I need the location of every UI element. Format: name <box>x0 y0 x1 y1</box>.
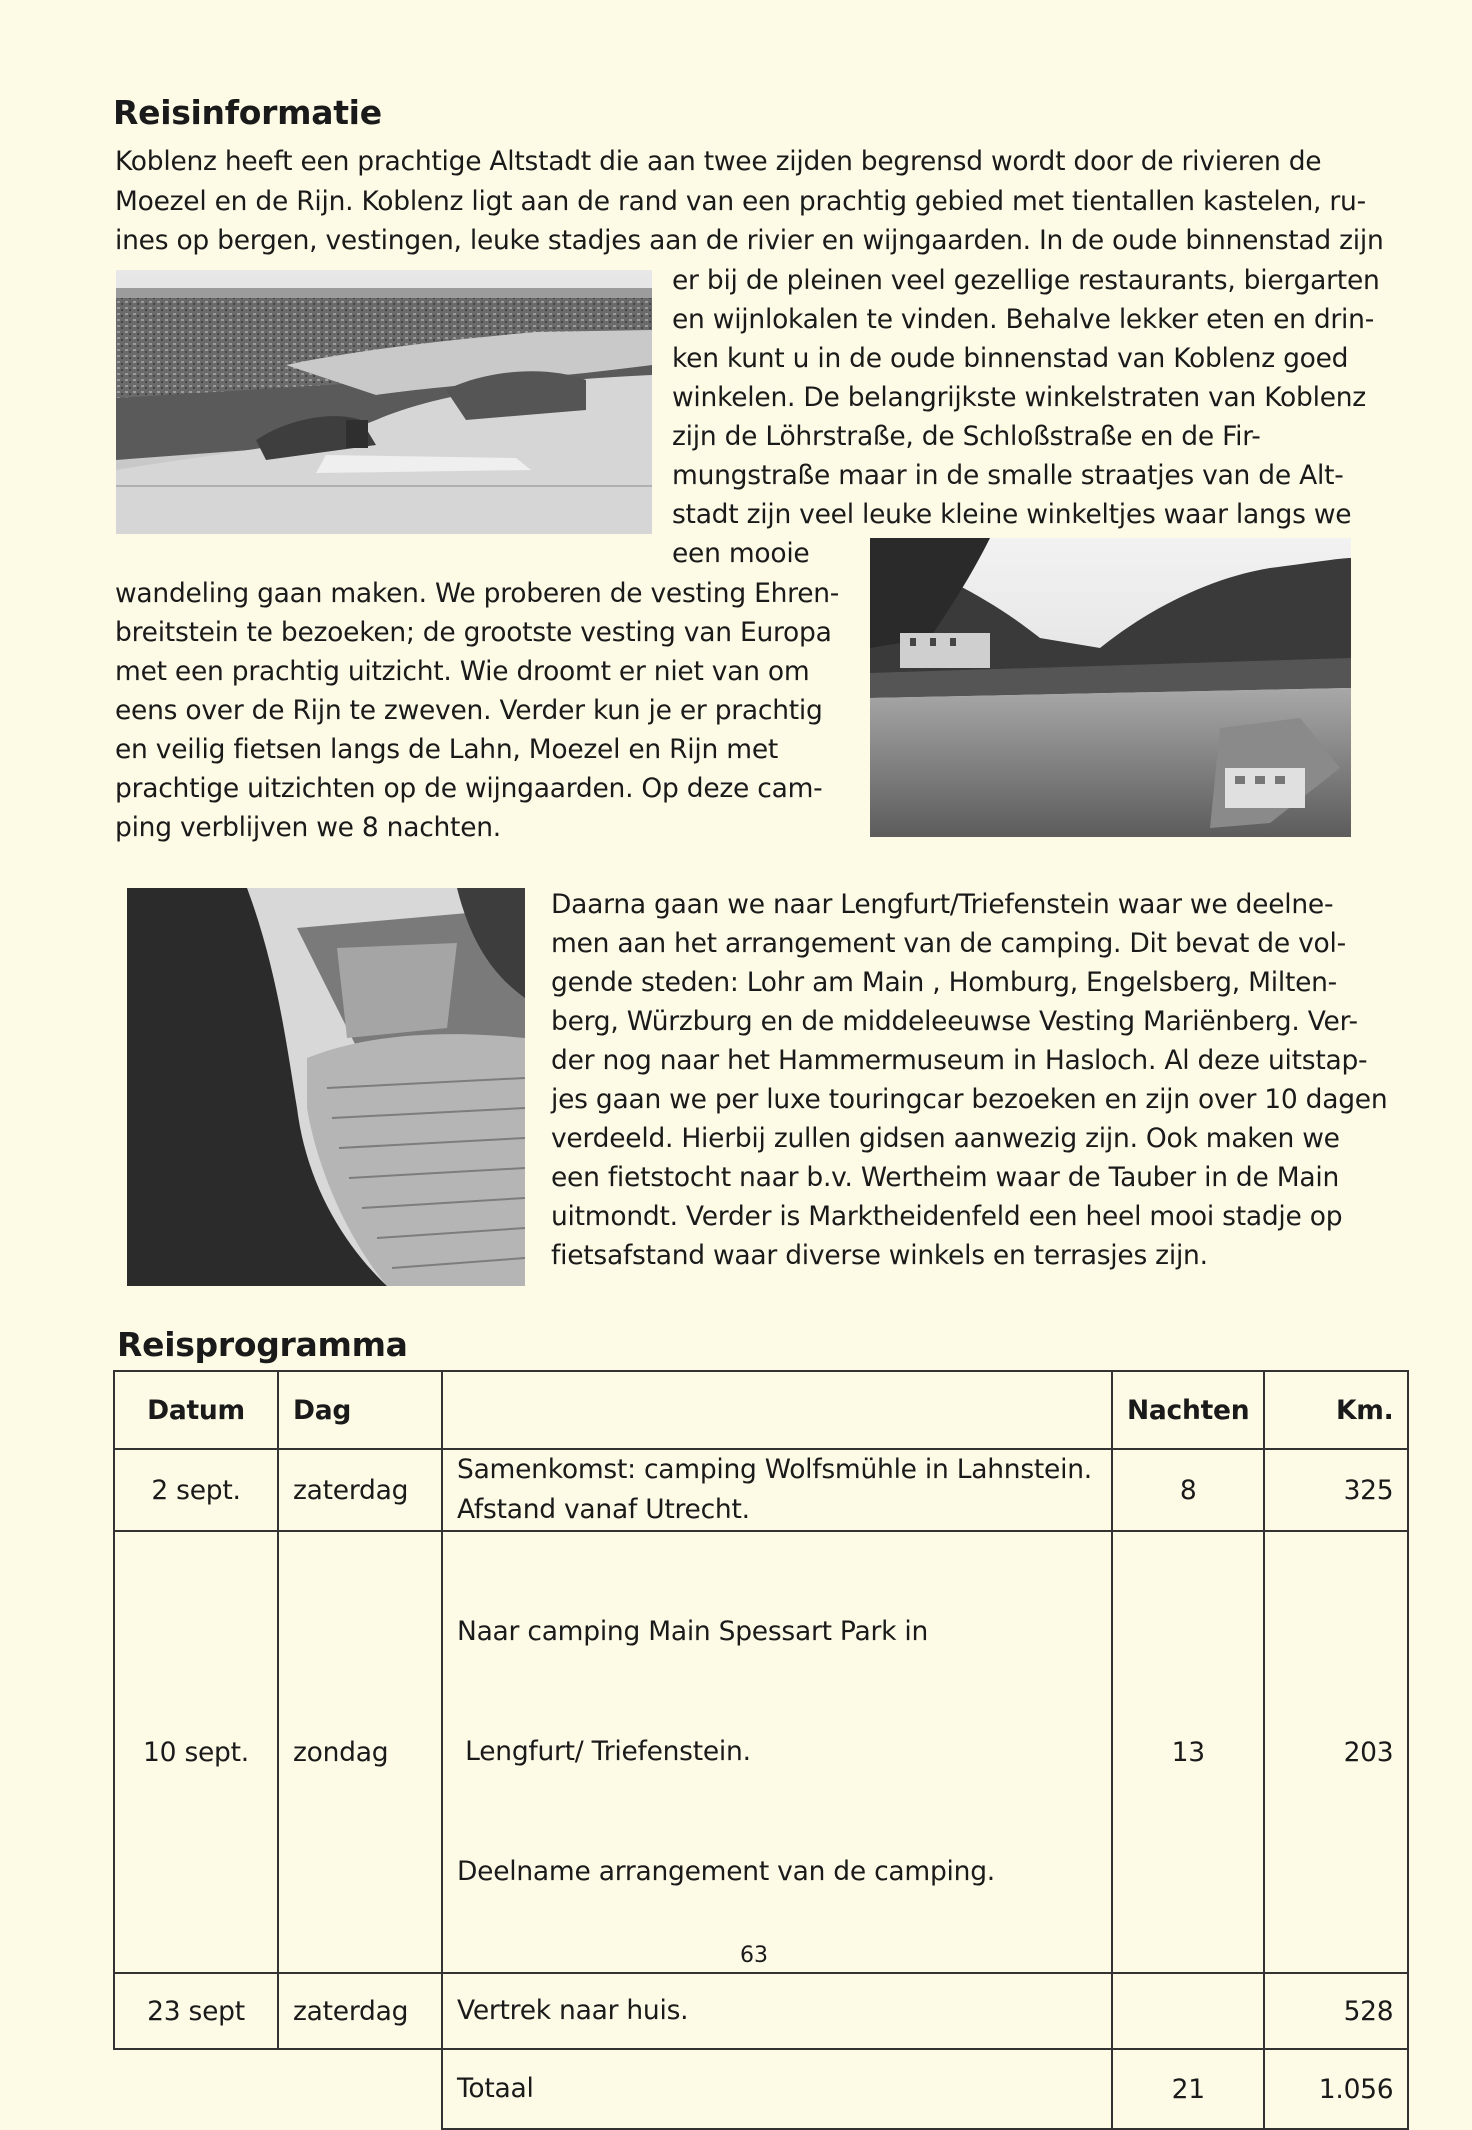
table-row <box>114 1973 1408 2049</box>
description-line: Lengfurt/ Triefenstein. <box>457 1736 751 1767</box>
text-line: jes gaan we per luxe touringcar bezoeken en zijn over 10 dagen <box>551 1084 1388 1115</box>
cell-dag: zondag <box>278 1531 442 1973</box>
text-line: een mooie <box>672 538 810 569</box>
description-line: Vertrek naar huis. <box>457 1995 689 2026</box>
table-row <box>114 1449 1408 1531</box>
moselle-river-photo <box>870 538 1351 837</box>
cell-datum: 23 sept <box>114 1973 278 2049</box>
cell-km: 325 <box>1264 1449 1408 1531</box>
table-row <box>114 1531 1408 1973</box>
cell-description <box>442 1449 1112 1531</box>
description-line: Samenkomst: camping Wolfsmühle in Lahnstein. <box>457 1454 1092 1485</box>
header-datum: Datum <box>114 1371 278 1449</box>
table-total-row <box>114 2049 1408 2129</box>
text-line: men aan het arrangement van de camping. Dit bevat de vol- <box>551 928 1346 959</box>
text-line: er bij de pleinen veel gezellige restaurants, biergarten <box>672 265 1380 296</box>
total-nachten: 21 <box>1112 2049 1264 2129</box>
text-line: breitstein te bezoeken; de grootste vesting van Europa <box>115 617 832 648</box>
cell-km: 203 <box>1264 1531 1408 1973</box>
section-title-reisinformatie: Reisinformatie <box>113 93 382 132</box>
text-line: der nog naar het Hammermuseum in Hasloch. Al deze uitstap- <box>551 1045 1368 1076</box>
cell-nachten: 8 <box>1112 1449 1264 1531</box>
text-line: gende steden: Lohr am Main , Homburg, Engelsberg, Milten- <box>551 967 1337 998</box>
cell-datum: 10 sept. <box>114 1531 278 1973</box>
text-line: stadt zijn veel leuke kleine winkeltjes waar langs we <box>672 499 1352 530</box>
total-km: 1.056 <box>1264 2049 1408 2129</box>
text-line: mungstraße maar in de smalle straatjes van de Alt- <box>672 460 1344 491</box>
cell-description <box>442 1531 1112 1973</box>
text-line: Koblenz heeft een prachtige Altstadt die aan twee zijden begrensd wordt door de rivieren de <box>115 146 1322 177</box>
text-line: Moezel en de Rijn. Koblenz ligt aan de rand van een prachtig gebied met tientallen kastelen, ru- <box>115 186 1366 217</box>
total-label: Totaal <box>442 2049 1112 2129</box>
program-table <box>113 1370 1409 2130</box>
page-number: 63 <box>740 1943 768 1968</box>
text-line: een fietstocht naar b.v. Wertheim waar de Tauber in de Main <box>551 1162 1339 1193</box>
table-header-row <box>114 1371 1408 1449</box>
header-km: Km. <box>1264 1371 1408 1449</box>
description-line: Naar camping Main Spessart Park in <box>457 1616 929 1647</box>
koblenz-aerial-photo <box>116 270 652 534</box>
description-line: Deelname arrangement van de camping. <box>457 1856 995 1887</box>
text-line: prachtige uitzichten op de wijngaarden. Op deze cam- <box>115 773 823 804</box>
cell-km: 528 <box>1264 1973 1408 2049</box>
text-line: uitmondt. Verder is Marktheidenfeld een heel mooi stadje op <box>551 1201 1343 1232</box>
text-line: en wijnlokalen te vinden. Behalve lekker eten en drin- <box>672 304 1375 335</box>
empty-cell <box>114 2049 442 2129</box>
text-line: Daarna gaan we naar Lengfurt/Triefenstein waar we deelne- <box>551 889 1334 920</box>
text-line: met een prachtig uitzicht. Wie droomt er niet van om <box>115 656 810 687</box>
text-line: ken kunt u in de oude binnenstad van Koblenz goed <box>672 343 1349 374</box>
text-line: ines op bergen, vestingen, leuke stadjes aan de rivier en wijngaarden. In de oude binnenstad zijn <box>115 225 1384 256</box>
cell-nachten: 13 <box>1112 1531 1264 1973</box>
header-dag: Dag <box>278 1371 442 1449</box>
cell-dag: zaterdag <box>278 1973 442 2049</box>
text-line: ping verblijven we 8 nachten. <box>115 812 501 843</box>
text-line: fietsafstand waar diverse winkels en terrasjes zijn. <box>551 1240 1208 1271</box>
section-title-reisprogramma: Reisprogramma <box>117 1325 408 1364</box>
text-line: winkelen. De belangrijkste winkelstraten van Koblenz <box>672 382 1366 413</box>
cell-dag: zaterdag <box>278 1449 442 1531</box>
cell-description <box>442 1973 1112 2049</box>
text-line: eens over de Rijn te zweven. Verder kun je er prachtig <box>115 695 823 726</box>
text-line: wandeling gaan maken. We proberen de vesting Ehren- <box>115 578 840 609</box>
text-line: verdeeld. Hierbij zullen gidsen aanwezig zijn. Ook maken we <box>551 1123 1340 1154</box>
header-nachten: Nachten <box>1112 1371 1264 1449</box>
text-line: en veilig fietsen langs de Lahn, Moezel en Rijn met <box>115 734 779 765</box>
text-line: berg, Würzburg en de middeleeuwse Vesting Mariënberg. Ver- <box>551 1006 1358 1037</box>
cell-datum: 2 sept. <box>114 1449 278 1531</box>
header-description <box>442 1371 1112 1449</box>
text-line: zijn de Löhrstraße, de Schloßstraße en de Fir- <box>672 421 1261 452</box>
vineyard-valley-photo <box>127 888 525 1286</box>
cell-nachten <box>1112 1973 1264 2049</box>
description-line: Afstand vanaf Utrecht. <box>457 1494 750 1525</box>
